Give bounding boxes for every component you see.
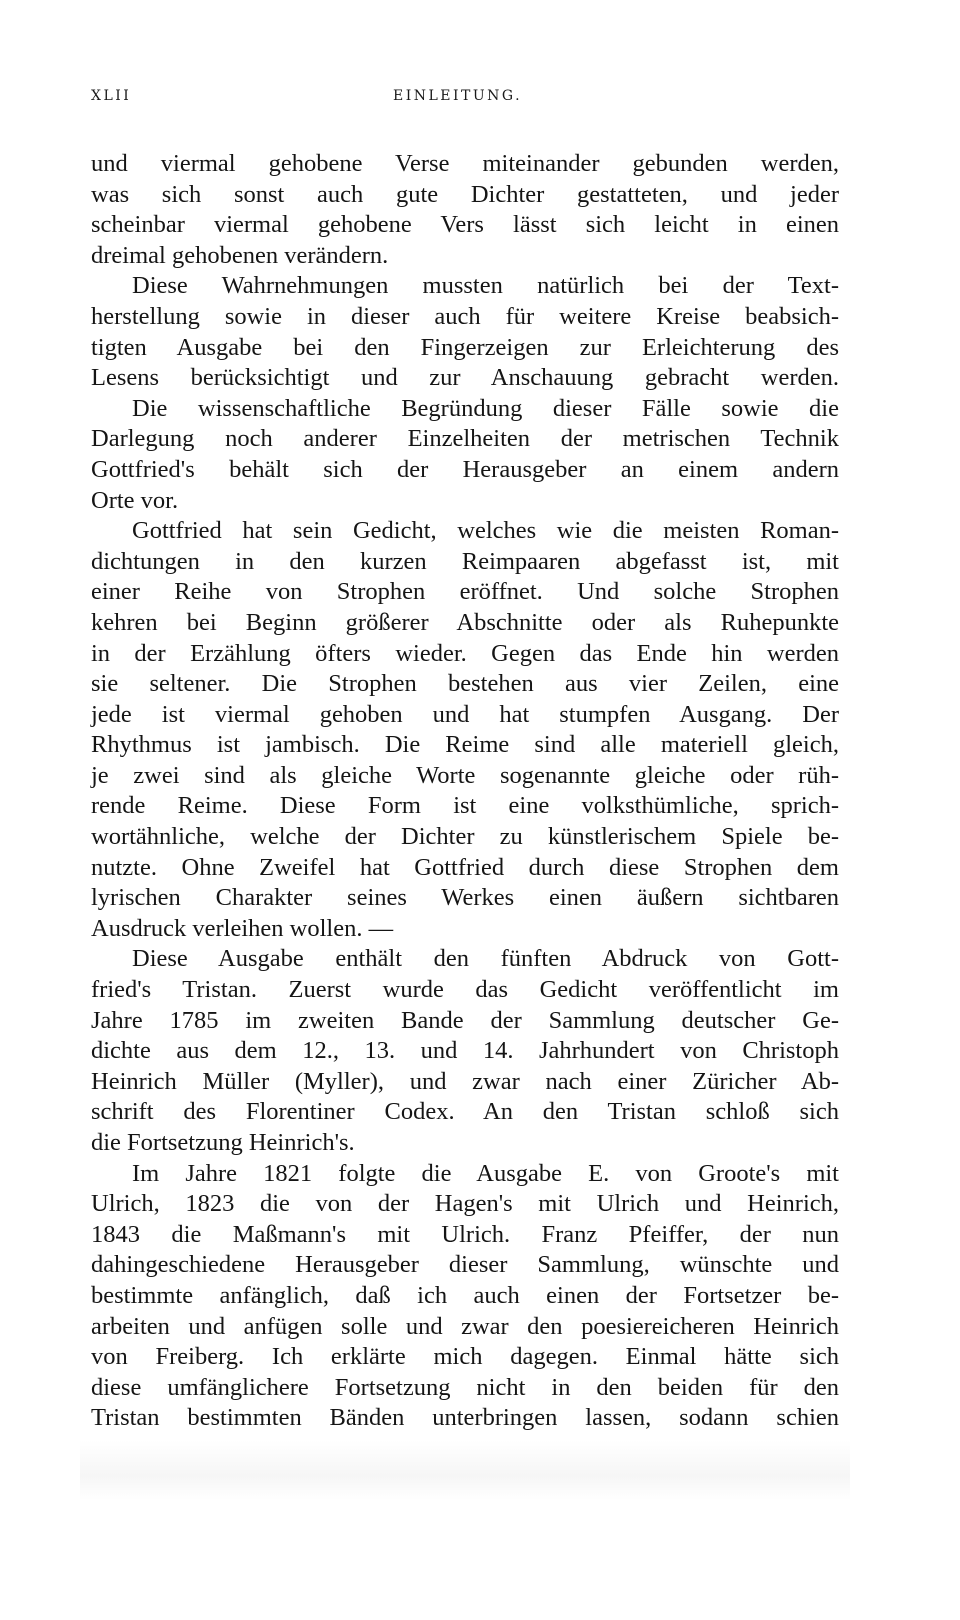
text-line: Rhythmus ist jambisch. Die Reime sind alle materiell gleich, [91, 731, 839, 759]
text-line: Die wissenschaftliche Begründung dieser Fälle sowie die [132, 394, 839, 422]
text-line: Diese Ausgabe enthält den fünften Abdruck von Gott- [132, 945, 839, 973]
running-title: EINLEITUNG. [393, 88, 523, 104]
text-line: Gottfried hat sein Gedicht, welches wie die meisten Roman- [132, 517, 839, 545]
text-line: dichte aus dem 12., 13. und 14. Jahrhundert von Christoph [91, 1037, 839, 1065]
text-line: 1843 die Maßmann's mit Ulrich. Franz Pfeiffer, der nun [91, 1220, 839, 1248]
text-line: diese umfänglichere Fortsetzung nicht in den beiden für den [91, 1373, 839, 1401]
text-line: je zwei sind als gleiche Worte sogenannte gleiche oder rüh- [91, 761, 839, 789]
text-line: herstellung sowie in dieser auch für weitere Kreise beabsich- [91, 302, 839, 330]
text-line: Lesens berücksichtigt und zur Anschauung gebracht werden. [91, 364, 839, 392]
page-number: XLII [91, 88, 132, 104]
text-line: und viermal gehobene Verse miteinander gebunden werden, [91, 150, 839, 177]
text-line: wortähnliche, welche der Dichter zu künstlerischem Spiele be- [91, 823, 839, 851]
text-line: Diese Wahrnehmungen mussten natürlich bei der Text- [132, 272, 839, 300]
text-line: lyrischen Charakter seines Werkes einen äußern sichtbaren [91, 884, 839, 912]
text-line: Jahre 1785 im zweiten Bande der Sammlung deutscher Ge- [91, 1006, 839, 1034]
text-line: in der Erzählung öfters wieder. Gegen das Ende hin werden [91, 639, 839, 667]
text-line: dichtungen in den kurzen Reimpaaren abgefasst ist, mit [91, 547, 839, 575]
text-line: Gottfried's behält sich der Herausgeber an einem andern [91, 455, 839, 483]
text-line: nutzte. Ohne Zweifel hat Gottfried durch diese Strophen dem [91, 853, 839, 881]
text-line: rende Reime. Diese Form ist eine volksthümliche, sprich- [91, 792, 839, 820]
text-line: arbeiten und anfügen solle und zwar den poesiereicheren Heinrich [91, 1312, 839, 1340]
text-line: von Freiberg. Ich erklärte mich dagegen. Einmal hätte sich [91, 1343, 839, 1371]
text-line: dreimal gehobenen verändern. [91, 241, 389, 269]
text-line: fried's Tristan. Zuerst wurde das Gedicht veröffentlicht im [91, 976, 839, 1004]
text-line: dahingeschiedene Herausgeber dieser Sammlung, wünschte und [91, 1251, 839, 1279]
text-line: Ulrich, 1823 die von der Hagen's mit Ulrich und Heinrich, [91, 1190, 839, 1218]
text-line: einer Reihe von Strophen eröffnet. Und solche Strophen [91, 578, 839, 606]
running-header [91, 88, 839, 112]
text-line: jede ist viermal gehoben und hat stumpfen Ausgang. Der [91, 700, 839, 728]
text-line: bestimmte anfänglich, daß ich auch einen der Fortsetzer be- [91, 1281, 839, 1309]
text-line: Im Jahre 1821 folgte die Ausgabe E. von Groote's mit [132, 1159, 839, 1187]
text-line: schrift des Florentiner Codex. An den Tristan schloß sich [91, 1098, 839, 1126]
text-line: Orte vor. [91, 486, 179, 514]
scan-shading [80, 1440, 850, 1500]
text-line: was sich sonst auch gute Dichter gestatteten, und jeder [91, 180, 839, 208]
text-line: sie seltener. Die Strophen bestehen aus vier Zeilen, eine [91, 670, 839, 698]
text-line: tigten Ausgabe bei den Fingerzeigen zur Erleichterung des [91, 333, 839, 361]
text-line: Tristan bestimmten Bänden unterbringen lassen, sodann schien [91, 1404, 839, 1432]
text-line: Heinrich Müller (Myller), und zwar nach einer Züricher Ab- [91, 1067, 839, 1095]
text-line: kehren bei Beginn größerer Abschnitte oder als Ruhepunkte [91, 608, 839, 636]
text-line: scheinbar viermal gehobene Vers lässt sich leicht in einen [91, 211, 839, 239]
text-line: die Fortsetzung Heinrich's. [91, 1129, 355, 1156]
text-line: Ausdruck verleihen wollen. — [91, 914, 394, 942]
body-text [91, 149, 839, 1434]
text-line: Darlegung noch anderer Einzelheiten der metrischen Technik [91, 425, 839, 453]
